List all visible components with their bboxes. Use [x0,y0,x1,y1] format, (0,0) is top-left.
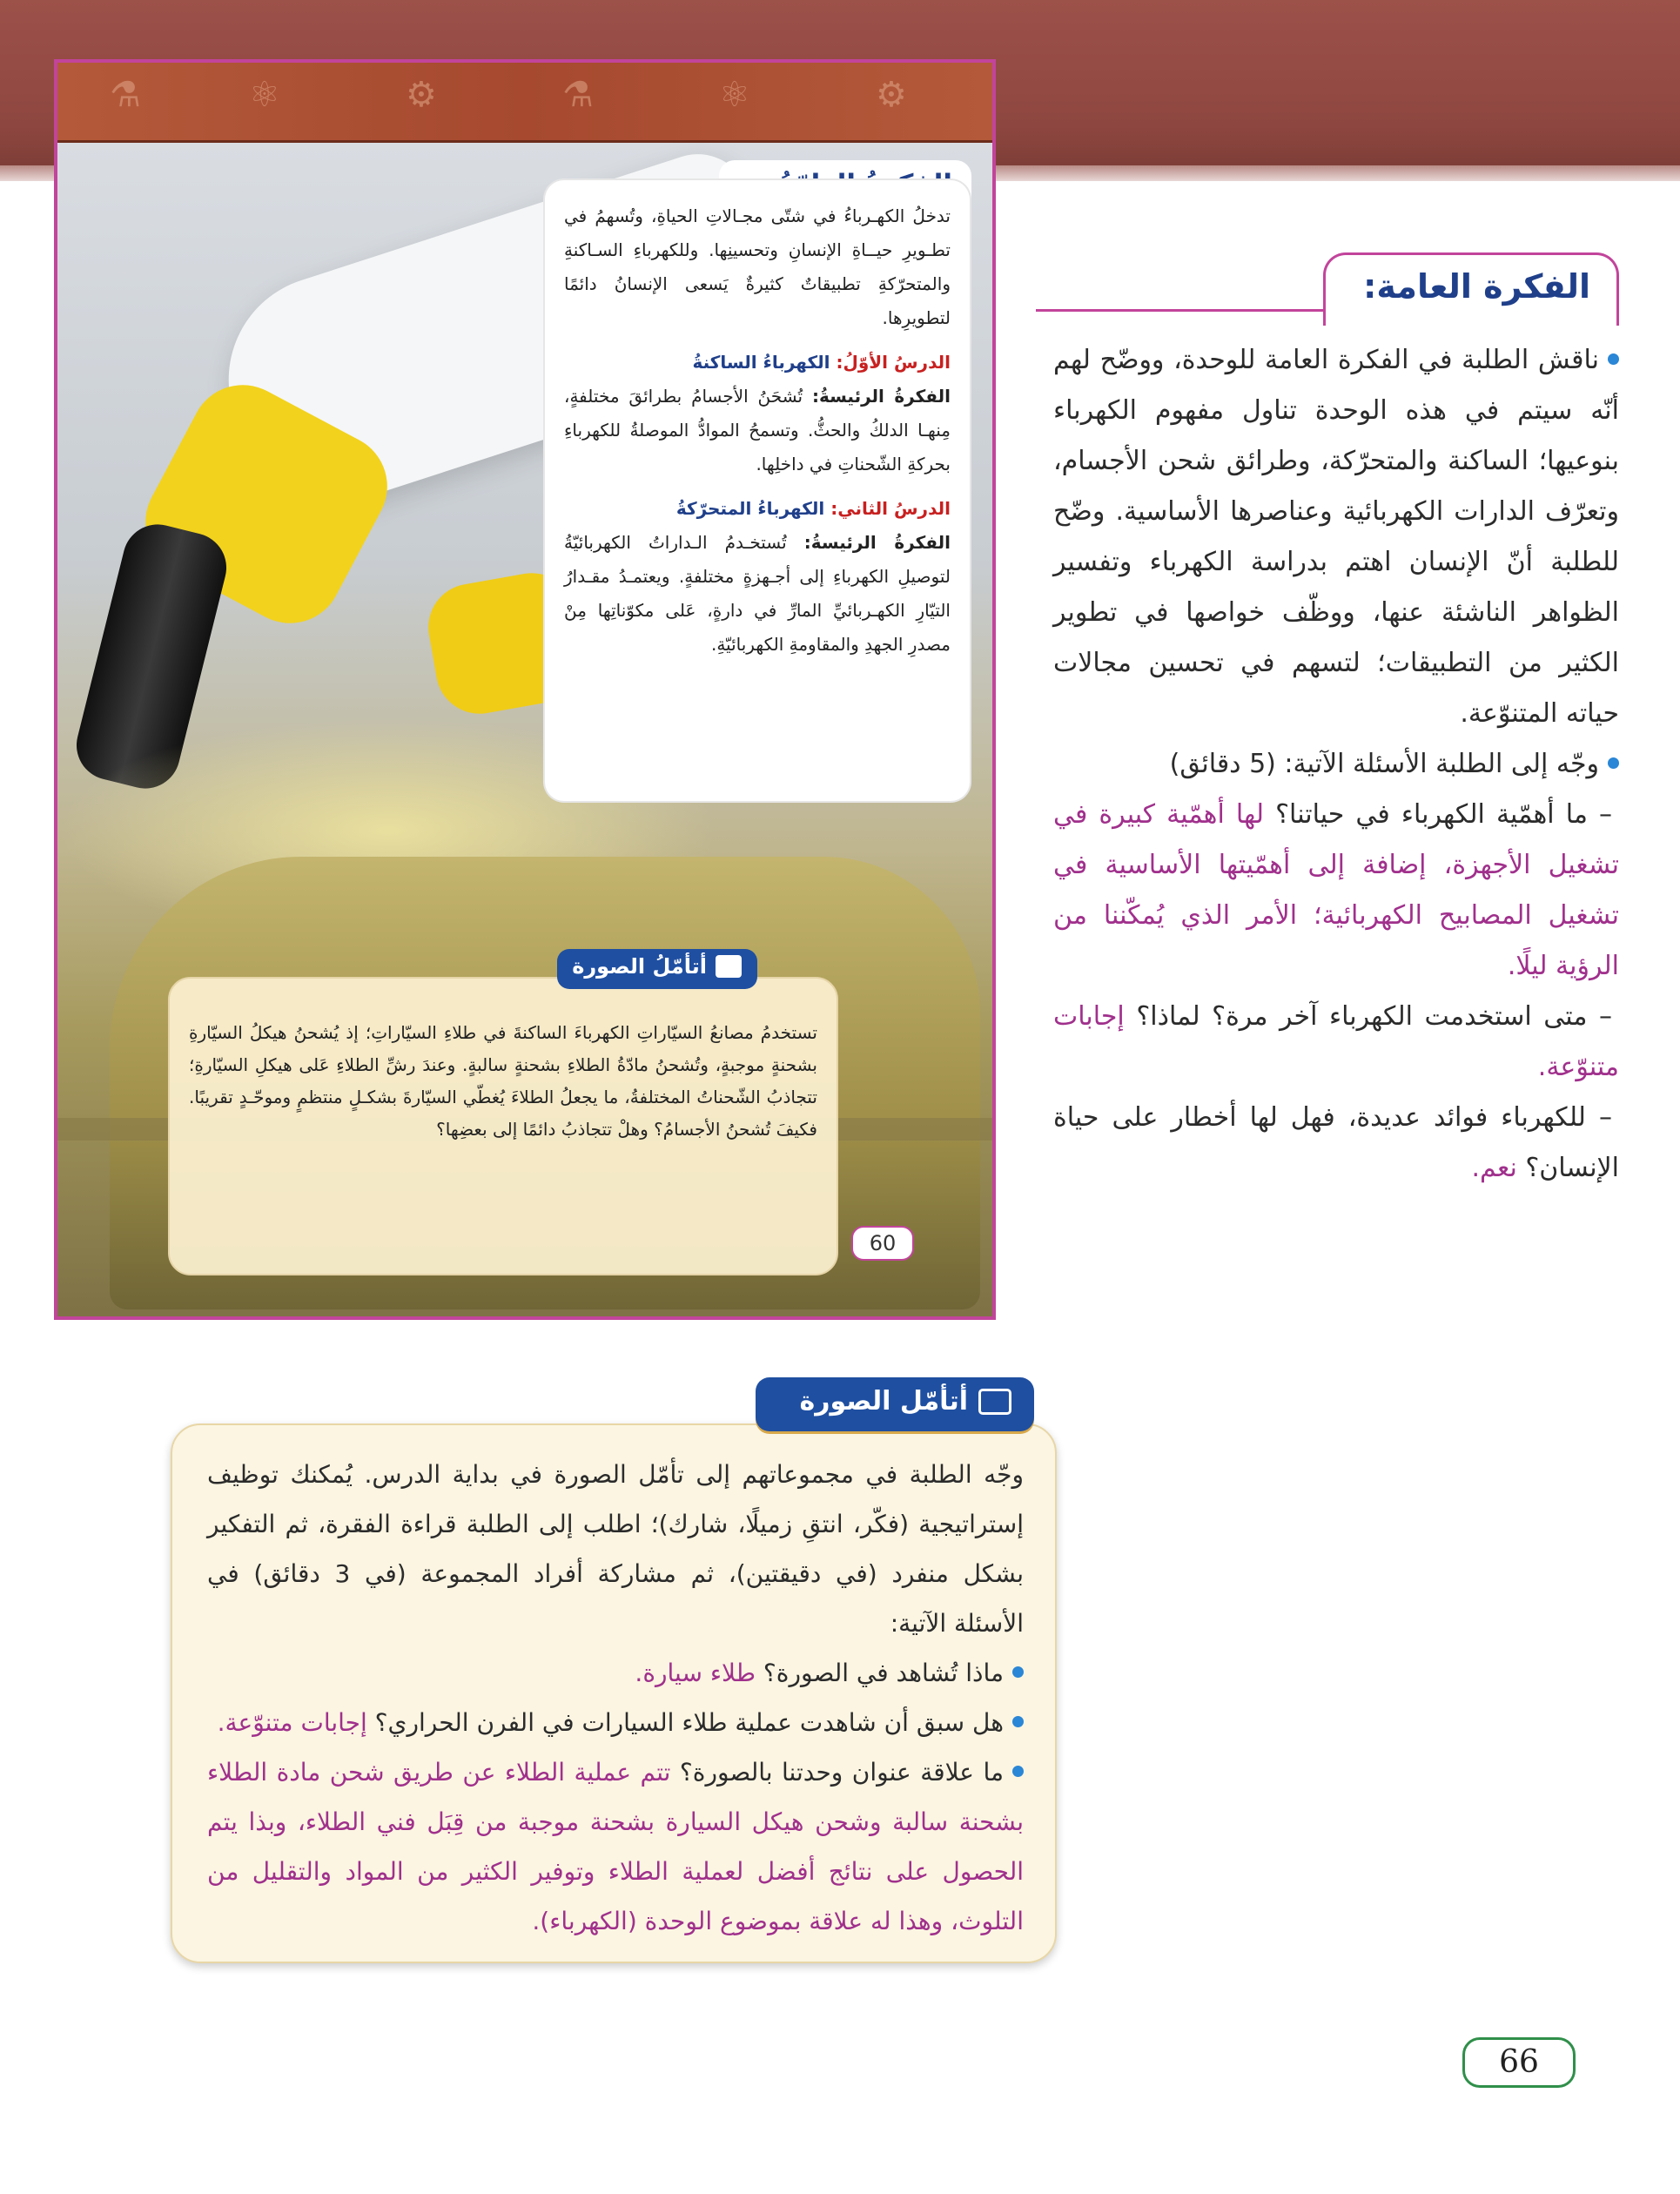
answer-1: لها أهمّية كبيرة في تشغيل الأجهزة، إضافة إلى أهمّيتها الأساسية في تشغيل المصابيح الكهربائية؛ الأمر الذي يُمكّننا من الرؤية ليلًا. [1053,799,1619,981]
page-icon [716,955,742,978]
general-idea-text [1053,335,1619,1194]
reflect-answer-3: تتم عملية الطلاء عن طريق شحن مادة الطلاء بشحنة سالبة وشحن هيكل السيارة بشحنة موجبة من قِبَل فني الطلاء، وبذا يتم الحصول على نتائج أفضل لعملية الطلاء وتوفير الكثير من المواد والتقليل من التلوث، وهذا له علاقة بموضوع الوحدة (الكهرباء). [207,1758,1024,1935]
lesson2-key: الفكرةُ الرئيسةُ: [803,532,951,553]
bullet-icon [1012,1716,1024,1727]
lesson1-body [564,380,951,481]
reflect-question-2-text: هل سبق أن شاهدت عملية طلاء السيارات في الفرن الحراري؟ [374,1708,1004,1737]
gear-icon: ⚙ [406,75,437,115]
bullet-icon [1608,757,1619,769]
reflect-intro: وجّه الطلبة في مجموعاتهم إلى تأمّل الصورة في بداية الدرس. يُمكنك توظيف إستراتيجية (فكّر، انتقِ زميلًا، شارك)؛ اطلب إلى الطلبة قراءة الفقرة، ثم التفكير بشكل منفرد (في دقيقتين)، ثم مشاركة أفراد المجموعة (في 3 دقائق) في الأسئلة الآتية: [207,1460,1025,1638]
page-icon [978,1389,1011,1415]
answer-3: نعم. [1471,1153,1517,1183]
reflect-box [171,1423,1057,1963]
student-reflect-box: تستخدمُ مصانعُ السيّاراتِ الكهرباءَ الساكنةَ في طلاءِ السيّاراتِ؛ إذ يُشحنُ هيكلُ السيّارةِ بشحنةٍ موجبةٍ، وتُشحنُ مادّةُ الطلاءِ بشحنةٍ سالبةٍ. وعندَ رشِّ الطلاءِ عَلى هيكلِ السيّارةِ؛ تتجاذبُ الشّحناتُ المختلفةُ، ما يجعلُ الطلاءَ يُغطّي السيّارةَ بشكـلٍ منتظمٍ وموحّـدٍ تقريبًا. فكيفَ تُشحنُ الأجسامُ؟ وهلْ تتجاذبُ دائمًا إلى بعضِها؟ [168,977,838,1275]
question-3-text: للكهرباء فوائد عديدة، فهل لها أخطار على حياة الإنسان؟ [1053,1102,1619,1183]
question-2: – متى استخدمت الكهرباء آخر مرة؟ لماذا؟ إجابات متنوّعة. [1053,1001,1619,1082]
bullet-icon [1012,1666,1024,1678]
lesson2-name: الكهرباءُ المتحرّكةُ [675,498,825,519]
student-idea-intro: تدخلُ الكهـرباءُ في شتّى مجـالاتِ الحياةِ، وتُسهمُ في تطـويرِ حيــاةِ الإنسانِ وتحسينِها. وللكهرباءِ السـاكنةِ والمتحرّكةِ تطبيقاتٌ كثيرةٌ يَسعى الإنسانُ دائمًا لتطويرِها. [564,205,951,328]
question-1-text: ما أهمّية الكهرباء في حياتنا؟ [1275,799,1588,830]
reflect-title: أتأمّل الصورة [799,1386,968,1417]
lesson1-heading [564,346,951,380]
general-idea-p1-text: ناقش الطلبة في الفكرة العامة للوحدة، ووضّح لهم أنّه سيتم في هذه الوحدة تناول مفهوم الكهرباء بنوعيها؛ الساكنة والمتحرّكة، وطرائق شحن الأجسام، وتعرّف الدارات الكهربائية وعناصرها الأساسية. وضّح للطلبة أنّ الإنسان اهتم بدراسة الكهرباء وتفسير الظواهر الناشئة عنها، ووظّف خواصها في تطوير الكثير من التطبيقات؛ لتسهم في تحسين مجالات حياته المتنوّعة. [1053,345,1619,729]
question-2-text: متى استخدمت الكهرباء آخر مرة؟ لماذا؟ [1136,1001,1588,1032]
student-reflect-tab [557,949,757,989]
answer-2: إجابات متنوّعة. [1053,1001,1619,1082]
lesson2-body [564,526,951,662]
student-page-header [57,63,992,143]
general-idea-title: الفكرة العامة: [1323,252,1619,326]
bullet-icon [1608,353,1619,365]
lesson1-name: الكهرباءُ الساكنةُ [692,352,830,373]
flask-icon: ⚗ [562,75,594,115]
student-page-thumbnail [54,59,996,1320]
reflect-question-3-text: ما علاقة عنوان وحدتنا بالصورة؟ [679,1758,1004,1787]
divider-line [1036,309,1332,312]
bullet-icon [1012,1766,1024,1777]
general-idea-p1 [1053,335,1619,739]
lesson2-text: تُستخـدمُ الـداراتُ الكهربائيّةُ لتوصيلِ الكهرباءِ إلى أجـهزةٍ مختلفةٍ. ويعتمـدُ مقـدارُ التيّارِ الكهـربائيِّ المارِّ في دارةٍ، عَلى مكوّناتِها مِنْ مصدرِ الجهدِ والمقاومةِ الكهربائيّةِ. [564,532,951,655]
question-3: – للكهرباء فوائد عديدة، فهل لها أخطار على حياة الإنسان؟ نعم. [1053,1102,1619,1183]
gear-icon: ⚙ [876,75,907,115]
general-idea-p2-text: وجّه إلى الطلبة الأسئلة الآتية: (5 دقائق) [1169,749,1599,779]
general-idea-p2 [1053,739,1619,790]
page-number: 66 [1462,2037,1576,2088]
reflect-question-1-text: ماذا تُشاهد في الصورة؟ [763,1659,1004,1687]
reflect-question-3 [207,1747,1024,1946]
lesson2-heading [564,492,951,526]
flask-icon: ⚗ [110,75,141,115]
reflect-answer-1: طلاء سيارة. [635,1659,756,1687]
student-page-number: 60 [851,1226,914,1261]
lesson2-label: الدرسُ الثاني: [830,498,951,519]
atom-icon: ⚛ [249,75,280,115]
lesson1-text: تُشحَنُ الأجسامُ بطرائقَ مختلفةٍ، مِنهـا الدلكُ والحثُّ. وتسمحُ الموادُّ الموصلةُ للكهرباءِ بحركةِ الشّحناتِ في داخلِها. [564,386,951,474]
lesson1-label: الدرسُ الأوّلُ: [836,352,951,373]
student-idea-box [545,180,970,801]
reflect-answer-2: إجابات متنوّعة. [217,1708,367,1737]
lesson1-key: الفكرةُ الرئيسةُ: [811,386,951,407]
reflect-question-1 [207,1648,1024,1698]
atom-icon: ⚛ [719,75,750,115]
reflect-tab [756,1377,1034,1431]
student-reflect-title: أتأمّلُ الصورة [572,954,707,979]
reflect-question-2 [207,1698,1024,1747]
question-1: – ما أهمّية الكهرباء في حياتنا؟ لها أهمّية كبيرة في تشغيل الأجهزة، إضافة إلى أهمّيتها الأساسية في تشغيل المصابيح الكهربائية؛ الأمر الذي يُمكّننا من الرؤية ليلًا. [1053,799,1619,981]
